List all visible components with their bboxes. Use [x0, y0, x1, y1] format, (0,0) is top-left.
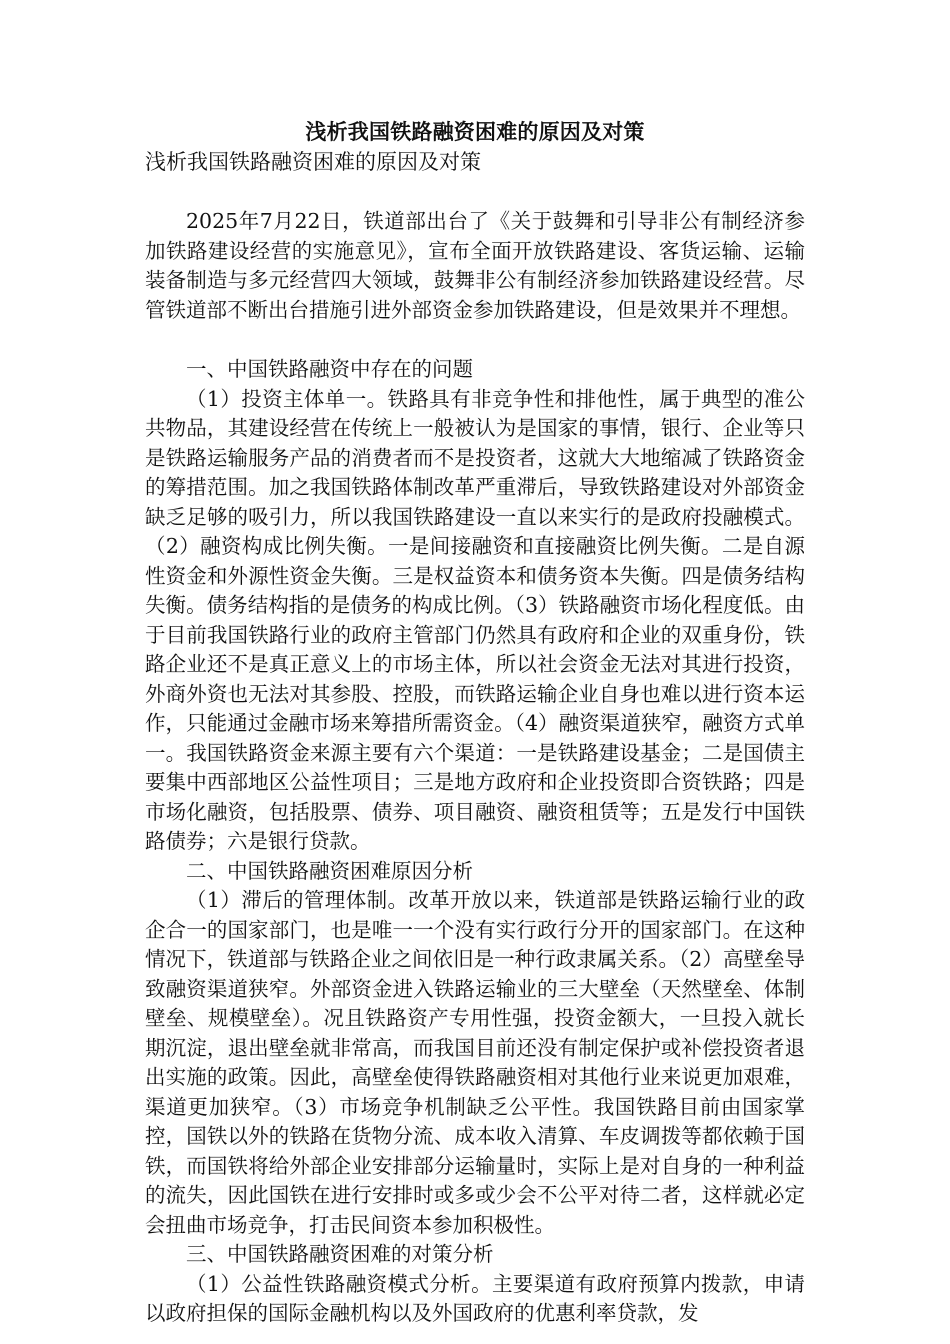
section-body-2: （1）滞后的管理体制。改革开放以来，铁道部是铁路运输行业的政企合一的国家部门，也是唯一一个没有实行政行分开的国家部门。在这种情况下，铁道部与铁路企业之间依旧是一种行政隶属关系。（2）高壁垒导致融资渠道狭窄。外部资金进入铁路运输业的三大壁垒（天然壁垒、体制壁垒、规模壁垒）。况且铁路资产专用性强，投资金额大，一旦投入就长期沉淀，退出壁垒就非常高，而我国目前还没有制定保护或补偿投资者退出实施的政策。因此，高壁垒使得铁路融资相对其他行业来说更加艰难，渠道更加狭窄。（3）市场竞争机制缺乏公平性。我国铁路目前由国家掌控，国铁以外的铁路在货物分流、成本收入清算、车皮调拨等都依赖于国铁，而国铁将给外部企业安排部分运输量时，实际上是对自身的一种利益的流失，因此国铁在进行安排时或多或少会不公平对待二者，这样就必定会扭曲市场竞争，打击民间资本参加积极性。	[145, 888, 805, 1237]
document-subtitle: 浅析我国铁路融资困难的原因及对策	[145, 150, 481, 174]
document-content	[145, 118, 805, 1329]
document-title: 浅析我国铁路融资困难的原因及对策	[305, 120, 645, 144]
intro-paragraph: 2025年7月22日，铁道部出台了《关于鼓舞和引导非公有制经济参加铁路建设经营的实施意见》，宣布全面开放铁路建设、客货运输、运输装备制造与多元经营四大领域，鼓舞非公有制经济参加铁路建设经营。尽管铁道部不断出台措施引进外部资金参加铁路建设，但是效果并不理想。	[145, 209, 805, 322]
section-body-1: （1）投资主体单一。铁路具有非竞争性和排他性，属于典型的准公共物品，其建设经营在传统上一般被认为是国家的事情，银行、企业等只是铁路运输服务产品的消费者而不是投资者，这就大大地缩减了铁路资金的筹措范围。加之我国铁路体制改革严重滞后，导致铁路建设对外部资金缺乏足够的吸引力，所以我国铁路建设一直以来实行的是政府投融模式。（2）融资构成比例失衡。一是间接融资和直接融资比例失衡。二是自源性资金和外源性资金失衡。三是权益资本和债务资本失衡。四是债务结构失衡。债务结构指的是债务的构成比例。（3）铁路融资市场化程度低。由于目前我国铁路行业的政府主管部门仍然具有政府和企业的双重身份，铁路企业还不是真正意义上的市场主体，所以社会资金无法对其进行投资，外商外资也无法对其参股、控股，而铁路运输企业自身也难以进行资本运作，只能通过金融市场来筹措所需资金。（4）融资渠道狭窄，融资方式单一。我国铁路资金来源主要有六个渠道：一是铁路建设基金；二是国债主要集中西部地区公益性项目；三是地方政府和企业投资即合资铁路；四是市场化融资，包括股票、债券、项目融资、融资租赁等；五是发行中国铁路债券；六是银行贷款。	[145, 386, 805, 853]
section-heading-1: 一、中国铁路融资中存在的问题	[186, 357, 473, 381]
section-heading-3: 三、中国铁路融资困难的对策分析	[186, 1242, 494, 1266]
section-heading-2: 二、中国铁路融资困难原因分析	[186, 858, 473, 883]
section-body-3: （1）公益性铁路融资模式分析。主要渠道有政府预算内拨款，申请以政府担保的国际金融机构以及外国政府的优惠利率贷款，发	[145, 1271, 805, 1325]
paragraph-gap	[145, 325, 805, 355]
